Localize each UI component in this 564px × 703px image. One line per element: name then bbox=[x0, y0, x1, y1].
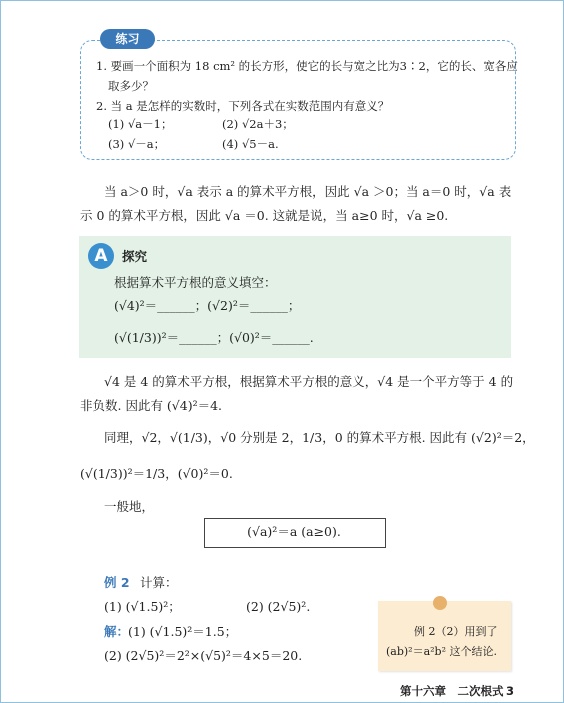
solution-label: 解： bbox=[104, 624, 130, 639]
explore-title: 探究 bbox=[122, 249, 148, 264]
para2-line4: (√(1/3))²＝1/3，(√0)²＝0. bbox=[80, 466, 233, 481]
example-part-1: (1) (√1.5)²； bbox=[104, 599, 181, 614]
example-part-2: (2) (2√5)². bbox=[246, 599, 311, 614]
example-label: 例 2 bbox=[104, 575, 130, 590]
note-line2: (ab)²＝a²b² 这个结论. bbox=[386, 645, 498, 658]
practice-q1-line2: 取多少？ bbox=[108, 79, 154, 93]
practice-option-4: (4) √5－a. bbox=[222, 137, 279, 151]
explore-icon: A bbox=[88, 243, 114, 269]
practice-q1-line1: 1. 要画一个面积为 18 cm² 的长方形，使它的长与宽之比为3∶2，它的长、宽各应 bbox=[96, 59, 518, 73]
practice-tag: 练习 bbox=[100, 29, 155, 49]
example-prompt: 计算： bbox=[140, 575, 178, 590]
practice-option-1: (1) √a－1； bbox=[108, 117, 173, 131]
para1-line2: 示 0 的算术平方根，因此 √a ＝0. 这就是说，当 a≥0 时，√a ≥0. bbox=[80, 208, 449, 223]
pin-icon bbox=[433, 596, 447, 610]
para2-line3: 同理，√2，√(1/3)，√0 分别是 2，1/3，0 的算术平方根. 因此有 (√2)²＝2， bbox=[104, 430, 535, 445]
practice-q2: 2. 当 a 是怎样的实数时，下列各式在实数范围内有意义？ bbox=[96, 99, 390, 113]
footer-chapter: 第十六章 二次根式 bbox=[400, 684, 504, 698]
practice-option-3: (3) √－a； bbox=[108, 137, 166, 151]
general-intro: 一般地， bbox=[104, 499, 155, 514]
solution-1: (1) (√1.5)²＝1.5； bbox=[128, 624, 238, 639]
formula-text: (√a)²＝a (a≥0). bbox=[247, 524, 341, 539]
explore-fill-1: (√4)²＝______；(√2)²＝______； bbox=[114, 298, 301, 313]
solution-2: (2) (2√5)²＝2²×(√5)²＝4×5＝20. bbox=[104, 648, 303, 663]
explore-intro: 根据算术平方根的意义填空： bbox=[114, 275, 277, 290]
explore-fill-2: (√(1/3))²＝______；(√0)²＝______. bbox=[114, 330, 314, 345]
para2-line2: 非负数. 因此有 (√4)²＝4. bbox=[80, 398, 223, 413]
practice-option-2: (2) √2a＋3； bbox=[222, 117, 294, 131]
para2-line1: √4 是 4 的算术平方根，根据算术平方根的意义，√4 是一个平方等于 4 的 bbox=[104, 374, 514, 389]
para1-line1: 当 a＞0 时，√a 表示 a 的算术平方根，因此 √a ＞0；当 a＝0 时，√a 表 bbox=[104, 184, 512, 199]
note-line1: 例 2（2）用到了 bbox=[414, 625, 498, 638]
page-number: 3 bbox=[506, 684, 515, 698]
